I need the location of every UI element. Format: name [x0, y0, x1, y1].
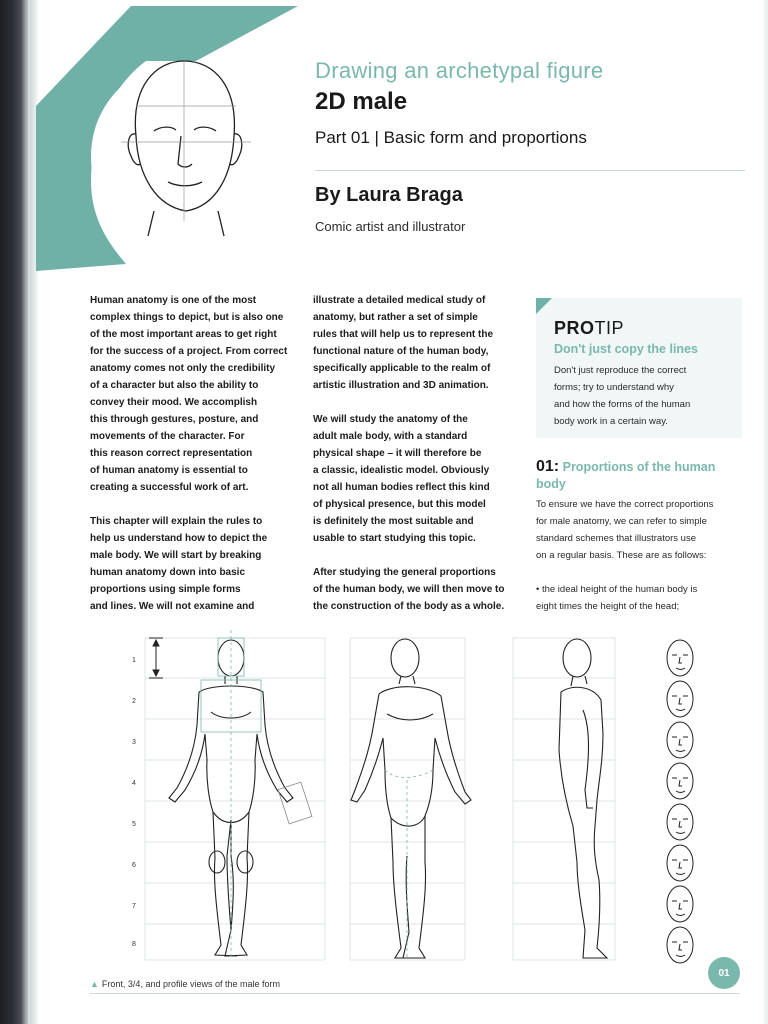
book-spine: [0, 0, 30, 1024]
row-label: 6: [132, 862, 136, 869]
row-label: 1: [132, 657, 136, 664]
pro-tip-heading: [554, 318, 624, 339]
figure-caption: [90, 979, 280, 989]
head-stack: [667, 640, 693, 963]
corner-triangle-icon: [536, 298, 552, 314]
pro-tip-heading-light: TIP: [594, 318, 625, 338]
stacked-head-icon: [667, 681, 693, 717]
head-height-arrow-icon: [149, 638, 163, 678]
page-edge-right: [762, 0, 768, 1024]
row-label: 5: [132, 821, 136, 828]
page-title: 2D male: [315, 88, 408, 115]
figure-three-quarter-view: [351, 639, 471, 958]
intro-column-1: [90, 292, 305, 632]
section-body: To ensure we have the correct proportions for male anatomy, we can refer to simple standard schemes that illustrators use on a regular basis. These are as follows:: [536, 499, 714, 561]
section-heading: [536, 458, 746, 493]
pro-tip-heading-bold: PRO: [554, 318, 595, 338]
row-labels: [132, 657, 136, 948]
stacked-head-icon: [667, 640, 693, 676]
intro-paragraph: Human anatomy is one of the most complex things to depict, but is also one of the most important areas to get right for the success of a project. From correct anatomy comes not only the credibility of a character but also the ability to convey their mood. We accomplish this through gestures, posture, and movements of the character. For this reason correct representation of human anatomy is essential to creating a successful work of art.: [90, 295, 288, 493]
stacked-head-icon: [667, 886, 693, 922]
row-label: 2: [132, 698, 136, 705]
stacked-head-icon: [667, 927, 693, 963]
row-label: 8: [132, 941, 136, 948]
intro-paragraph: After studying the general proportions of the human body, we will then move to the construction of the body as a whole.: [313, 567, 505, 612]
stacked-head-icon: [667, 763, 693, 799]
footer-divider: [90, 993, 740, 994]
pro-tip-body: Don't just reproduce the correct forms; try to understand why and how the forms of the human body work in a certain way.: [554, 365, 691, 427]
title-divider: [315, 170, 745, 171]
section-title: Proportions of the human body: [536, 460, 716, 491]
title-block: [315, 58, 745, 148]
intro-paragraph: We will study the anatomy of the adult male body, with a standard physical shape – it will therefore be a classic, idealistic model. Obviously not all human bodies reflect this kind of physical presence, but this model is definitely the most suitable and usable to start studying this topic.: [313, 414, 490, 544]
page-number-badge: 01: [708, 957, 740, 989]
author-byline: By Laura Braga: [315, 184, 463, 206]
section-number: 01:: [536, 458, 560, 475]
pro-tip-subheading: Don't just copy the lines: [554, 342, 698, 356]
series-kicker: Drawing an archetypal figure: [315, 58, 604, 83]
proportion-bullet: • the ideal height of the human body is eight times the height of the head;: [536, 584, 698, 612]
stacked-head-icon: [667, 845, 693, 881]
pro-tip-box: [536, 298, 742, 438]
male-figure-illustration: [115, 630, 715, 970]
intro-column-2: [313, 292, 528, 632]
caption-text: Front, 3/4, and profile views of the male form: [101, 979, 281, 989]
stacked-head-icon: [667, 804, 693, 840]
proportion-grid: [145, 638, 615, 960]
author-role: Comic artist and illustrator: [315, 219, 466, 234]
banner-circle: [91, 61, 281, 251]
row-label: 4: [132, 780, 136, 787]
figure-profile-view: [559, 639, 607, 958]
intro-paragraph: illustrate a detailed medical study of anatomy, but rather a set of simple rules that will help us to represent the functional nature of the human body, specifically applicable to the realm of artistic illustration and 3D animation.: [313, 295, 494, 391]
front-view-guides: [201, 630, 312, 960]
stacked-head-icon: [667, 722, 693, 758]
row-label: 3: [132, 739, 136, 746]
intro-paragraph: This chapter will explain the rules to help us understand how to depict the male body. We will start by breaking human anatomy down into basic proportions using simple forms and lines. We will not examine and: [90, 516, 268, 612]
header-head-illustration: [36, 6, 306, 271]
row-label: 7: [132, 903, 136, 910]
caption-triangle-icon: ▲: [90, 979, 99, 989]
page-subtitle: Part 01 | Basic form and proportions: [315, 128, 587, 147]
